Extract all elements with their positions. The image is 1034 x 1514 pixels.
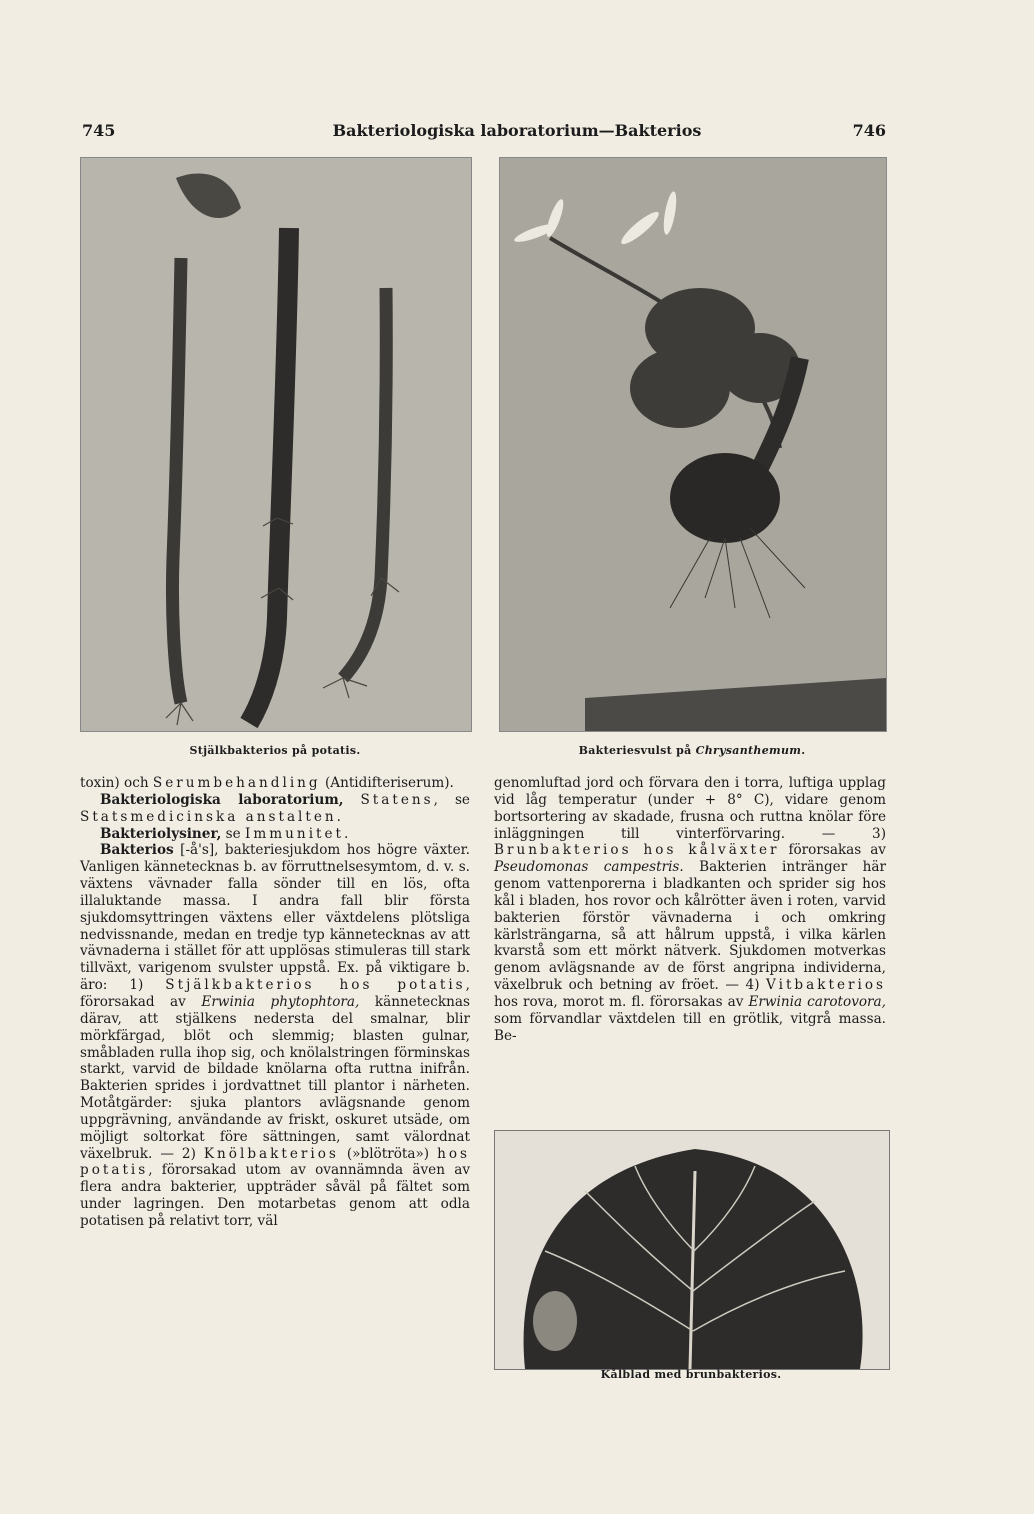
term: Stjälkbakterios hos potatis	[165, 977, 466, 994]
entry-headword: Bakteriolysiner,	[100, 825, 222, 842]
caption-figure-1: Stjälkbakterios på potatis.	[189, 744, 361, 757]
text: , se	[433, 791, 470, 808]
running-title: Bakteriologiska laboratorium—Bakterios	[332, 121, 702, 140]
cabbage-leaf-illustration	[495, 1131, 889, 1369]
text: (»blötröta»)	[338, 1145, 438, 1162]
crossref: Statsmedicinska anstalten	[80, 808, 337, 825]
text: hos rova, morot m. fl. förorsakas av	[494, 993, 749, 1010]
caption-figure-2-text: Bakteriesvulst på Chrysanthemum.	[578, 744, 806, 757]
text: som förvandlar växtdelen till en grötlik, vitgrå massa. Be-	[494, 1010, 886, 1044]
photo-chrysanthemum-gall	[499, 157, 887, 732]
term: Knölbakterios	[203, 1145, 339, 1162]
text: Bakterien intränger här genom vattenporerna i bladkanten och sprider sig hos kål i bladen, hos rovor och kålrötter även i roten, varvid bakterien förstör vävnaderna i och omkring kärlsträngarna, så att hålrum uppstå, i vilka kärlen kvarstå som ett mörkt nätverk. Sjukdomen motverkas genom avlägsnande av de först angripna individerna, växelbruk och betning av fröet. — 4)	[494, 859, 886, 994]
term: Vitbakterios	[766, 977, 886, 994]
entry-headword: Bakterios	[100, 842, 174, 859]
crossref: Statens	[360, 791, 434, 808]
text: se	[221, 825, 246, 842]
text: (Antidifteriserum).	[320, 775, 454, 791]
entry-bakteriolysiner	[80, 826, 470, 843]
text: förorsakas av	[779, 842, 886, 859]
caption-figure-3: Kålblad med brunbakterios.	[600, 1368, 782, 1381]
entry-bakteriologiska-laboratorium	[80, 792, 470, 826]
page-number-left: 745	[82, 121, 116, 140]
species-name: Erwinia carotovora,	[748, 993, 886, 1010]
entry-headword: Bakteriologiska laboratorium,	[100, 791, 344, 808]
potato-stems-illustration	[81, 158, 471, 731]
photo-cabbage-leaf	[494, 1130, 890, 1370]
species-name: Erwinia phytophtora,	[201, 993, 360, 1010]
caption-figure-2	[499, 744, 885, 757]
text: , förorsakad utom av ovannämnda även av flera andra bakterier, uppträder såväl på fältet som under lagringen. Den motarbetas genom att odla potatisen på relativt torr, väl	[80, 1162, 470, 1229]
term: hos potatis	[80, 1145, 470, 1179]
text	[343, 792, 360, 808]
left-column	[80, 775, 470, 1230]
photo-potato-stems	[80, 157, 472, 732]
text: [-å's], bakteriesjukdom hos högre växter. Vanligen kännetecknas b. av förruttnelsesymtom, d. v. s. växtens vävnader falla sönder till en lös, ofta illaluktande massa. I andra fall blir första sjukdomsyttringen växtens eller växtdelens plötsliga nedvissnande, medan en tredje typ kännetecknas av att vävnaderna i stället för att upplösas stimuleras till stark tillväxt, varigenom svulster uppstå. Ex. på viktigare b. äro: 1)	[80, 842, 470, 994]
chrysanthemum-illustration	[500, 158, 886, 731]
text: kännetecknas därav, att stjälkens nedersta del smalnar, blir mörkfärgad, blöt och slemmig; blasten gulnar, småbladen rulla ihop sig, och knölalstringen förminskas starkt, varvid de bildade knölarna ofta ruttna inifrån. Bakterien sprides i jordvattnet till plantor i närheten. Motåtgärder: sjuka plantors avlägsnande genom uppgrävning, användande av friskt, oskuret utsäde, om möjligt soltorkat före sättningen, samt välordnat växelbruk. — 2)	[80, 993, 470, 1162]
text: .	[344, 825, 349, 842]
text: genomluftad jord och förvara den i torra, luftiga upplag vid låg temperatur (under + 8° C), vidare genom bortsortering av skadade, frusna och ruttna knölar före inläggningen till vinterförvaring. — 3)	[494, 775, 886, 842]
paragraph-serum	[80, 775, 470, 792]
text: , förorsakad av	[80, 977, 470, 1010]
entry-bakterios	[80, 842, 470, 1229]
page-number-right: 746	[852, 121, 886, 140]
text: toxin) och	[80, 775, 153, 791]
right-column	[494, 775, 886, 1045]
crossref: Immunitet	[245, 825, 345, 842]
paragraph-continued	[494, 775, 886, 1045]
term: Brunbakterios hos kålväxter	[494, 842, 780, 859]
text: .	[336, 808, 341, 825]
species-name: Pseudomonas campestris.	[494, 859, 684, 876]
species-name: Chrysanthemum	[695, 744, 802, 757]
term-serumbehandling: Serumbehandling	[152, 775, 321, 791]
